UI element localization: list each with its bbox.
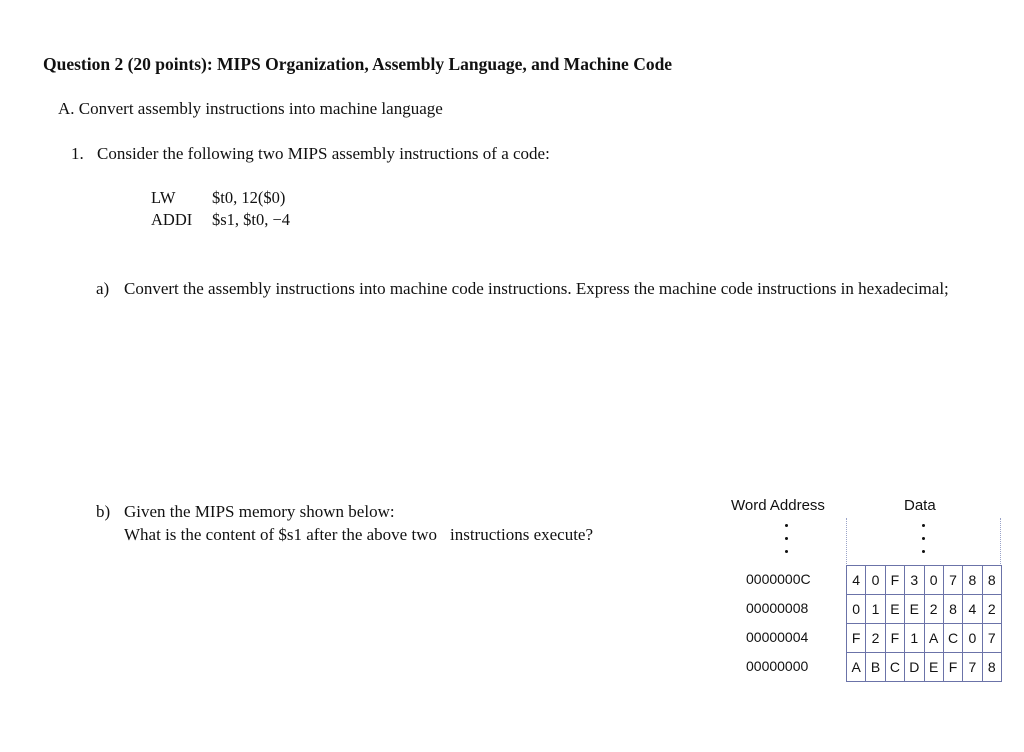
memory-cell: 7 bbox=[963, 653, 982, 682]
part-a-text: Convert the assembly instructions into machine code instructions. Express the machine code instructions in hexadecimal; bbox=[124, 279, 949, 298]
memory-cell: 0 bbox=[963, 624, 982, 653]
memory-row bbox=[847, 566, 1002, 595]
item-1-number: 1. bbox=[71, 144, 84, 163]
instruction-operands: $t0, 12($0) bbox=[212, 188, 286, 207]
memory-cell: E bbox=[886, 595, 905, 624]
memory-cell: 0 bbox=[847, 595, 866, 624]
memory-cell: 2 bbox=[925, 595, 944, 624]
instruction-row bbox=[151, 209, 290, 231]
memory-cell: A bbox=[847, 653, 866, 682]
memory-header-address: Word Address bbox=[731, 497, 825, 514]
memory-cell: E bbox=[925, 653, 944, 682]
part-b-line-1: Given the MIPS memory shown below: bbox=[124, 502, 395, 521]
part-b-line-2b: instructions execute? bbox=[449, 525, 594, 544]
memory-cell: F bbox=[886, 624, 905, 653]
assembly-code bbox=[151, 187, 290, 231]
memory-guide-line bbox=[846, 518, 847, 566]
instruction-opcode: ADDI bbox=[151, 210, 193, 229]
memory-address: 0000000C bbox=[746, 571, 811, 587]
memory-row bbox=[847, 653, 1002, 682]
memory-cell: 8 bbox=[983, 653, 1002, 682]
item-1 bbox=[71, 144, 550, 164]
memory-cell: 8 bbox=[944, 595, 963, 624]
memory-cell: F bbox=[847, 624, 866, 653]
ellipsis-vertical-icon bbox=[922, 524, 926, 563]
instruction-row bbox=[151, 187, 290, 209]
memory-cell: 3 bbox=[905, 566, 924, 595]
memory-cell: B bbox=[866, 653, 885, 682]
memory-cell: 4 bbox=[963, 595, 982, 624]
part-b-line-2a: What is the content of $s1 after the above two bbox=[124, 525, 437, 544]
memory-row bbox=[847, 624, 1002, 653]
memory-cell: 0 bbox=[866, 566, 885, 595]
section-a-heading: A. Convert assembly instructions into machine language bbox=[58, 99, 443, 118]
memory-address: 00000004 bbox=[746, 629, 809, 645]
memory-cell: C bbox=[944, 624, 963, 653]
part-b bbox=[96, 500, 593, 546]
memory-cell: 2 bbox=[866, 624, 885, 653]
memory-cell: 2 bbox=[983, 595, 1002, 624]
memory-cell: 0 bbox=[925, 566, 944, 595]
memory-data-grid bbox=[846, 565, 1002, 682]
memory-address: 00000008 bbox=[746, 600, 809, 616]
memory-cell: 7 bbox=[983, 624, 1002, 653]
part-b-label: b) bbox=[96, 502, 111, 521]
memory-cell: 8 bbox=[983, 566, 1002, 595]
memory-cell: C bbox=[886, 653, 905, 682]
part-a bbox=[96, 277, 1016, 300]
memory-address: 00000000 bbox=[746, 658, 809, 674]
item-1-text: Consider the following two MIPS assembly instructions of a code: bbox=[97, 144, 550, 163]
question-title: Question 2 (20 points): MIPS Organization, Assembly Language, and Machine Code bbox=[43, 54, 673, 74]
memory-cell: E bbox=[905, 595, 924, 624]
memory-guide-line bbox=[1000, 518, 1001, 566]
memory-cell: D bbox=[905, 653, 924, 682]
memory-cell: F bbox=[886, 566, 905, 595]
memory-cell: 7 bbox=[944, 566, 963, 595]
memory-cell: 4 bbox=[847, 566, 866, 595]
memory-cell: A bbox=[925, 624, 944, 653]
instruction-opcode: LW bbox=[151, 188, 176, 207]
memory-cell: 1 bbox=[905, 624, 924, 653]
memory-header-data: Data bbox=[904, 497, 936, 514]
memory-cell: 8 bbox=[963, 566, 982, 595]
part-a-label: a) bbox=[96, 279, 110, 298]
instruction-operands: $s1, $t0, −4 bbox=[212, 210, 291, 229]
memory-cell: F bbox=[944, 653, 963, 682]
memory-row bbox=[847, 595, 1002, 624]
memory-cell: 1 bbox=[866, 595, 885, 624]
ellipsis-vertical-icon bbox=[785, 524, 789, 563]
